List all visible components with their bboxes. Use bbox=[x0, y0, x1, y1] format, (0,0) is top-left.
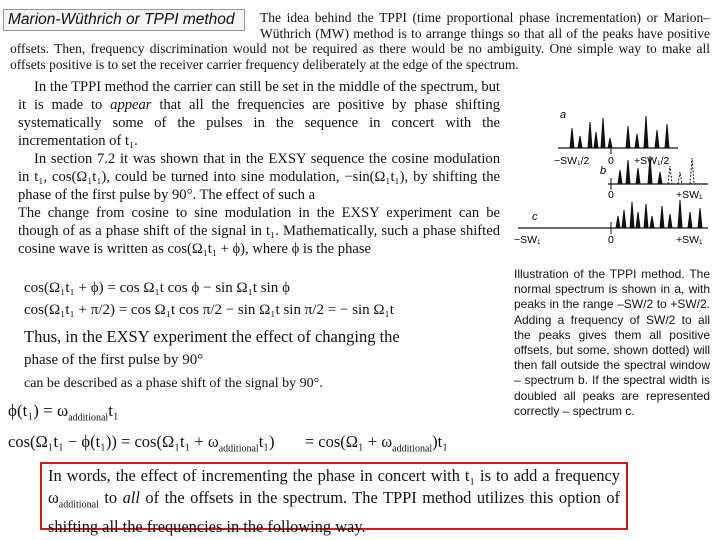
spectrum-c bbox=[518, 200, 708, 234]
label-a-right: +SW₁/2 bbox=[634, 155, 670, 167]
paragraph-phase-shift: The change from cosine to sine modulation in the EXSY experiment can be though of as a phase shift of the signal in t₁. Mathematically, such a phase shifted cosine wave is written as cos(Ω₁t₁ + ϕ), where ϕ is the phase bbox=[18, 205, 500, 257]
paragraph-tppi bbox=[18, 78, 500, 150]
para1-start: In the TPPI method the carrier can still be set in the middle of the spectrum, but it is made to bbox=[18, 79, 500, 113]
eq4-subscript-1: additional bbox=[218, 443, 259, 455]
conclusion-c: of the offsets in the spectrum. The TPPI method utilizes this option of shifting all the frequencies in the following way. bbox=[48, 488, 620, 537]
spectrum-a bbox=[558, 116, 678, 154]
label-a-left: −SW₁/2 bbox=[554, 155, 590, 167]
equation-phase-shift: cos(Ω₁t₁ + ϕ) = cos Ω₁t cos ϕ − sin Ω₁t sin ϕ bbox=[24, 280, 290, 296]
thus-line-3a: can be described as a phase shift of the signal bbox=[24, 376, 279, 391]
spectrum-a-peaks bbox=[570, 116, 669, 148]
eq4-subscript-2: additional bbox=[392, 443, 433, 455]
eq3-subscript: additional bbox=[68, 412, 109, 424]
label-b-mid: 0 bbox=[608, 189, 614, 201]
thus-line-3b: by 90°. bbox=[282, 376, 323, 391]
para1-end: that all the frequencies are positive by phase shifting systematically some of the pulses in the sequence in concert with the incrementation of t₁. bbox=[18, 97, 500, 149]
label-a: a bbox=[560, 109, 567, 121]
eq3-lhs: ϕ(t₁) = ω bbox=[8, 401, 69, 420]
equation-pi-half: cos(Ω₁t₁ + π/2) = cos Ω₁t cos π/2 − sin Ω₁t sin π/2 = − sin Ω₁t bbox=[24, 302, 394, 318]
paragraph-exsy: In section 7.2 it was shown that in the EXSY sequence the cosine modulation in t₁, cos(Ω₁t₁), could be turned into sine modulation, −sin(Ω₁t₁), by shifting the phase of the first pulse by 90°. The effect of such a bbox=[18, 151, 500, 203]
para1-emphasis: appear bbox=[110, 97, 152, 113]
eq4-a: cos(Ω₁t₁ − ϕ(t₁)) = cos(Ω₁t₁ + ω bbox=[8, 432, 219, 451]
label-c-left: −SW₁ bbox=[514, 234, 541, 246]
thus-line-1: Thus, in the EXSY experiment the effect of changing the bbox=[24, 327, 400, 346]
main-text bbox=[18, 78, 500, 258]
slide-title: Marion-Wüthrich or TPPI method bbox=[3, 9, 245, 31]
conclusion-a: In words, the effect of incrementing the phase in concert with t₁ is to add a frequency ω bbox=[48, 466, 620, 507]
label-c-right: +SW₁ bbox=[676, 234, 703, 246]
conclusion-subscript: additional bbox=[58, 499, 99, 511]
eq4-b: t₁) bbox=[258, 432, 275, 451]
intro-text: The idea behind the TPPI (time proportional phase incrementation) or Marion–Wüthrich (MW) method is to arrange things so that all of the peaks have positive offsets. Then, frequency discrimination would not be required as there would be no ambiguity. One simple way to make all offsets positive is to set the receiver carrier frequency deliberately at the edge of the spectrum. bbox=[10, 10, 710, 72]
spectrum-c-peaks bbox=[616, 200, 702, 228]
label-b-right: +SW₁ bbox=[676, 189, 703, 201]
thus-line-3 bbox=[24, 376, 323, 392]
thus-line-2: phase of the first pulse by 90° bbox=[24, 352, 204, 368]
label-b: b bbox=[600, 165, 607, 177]
intro-paragraph bbox=[10, 10, 710, 72]
conclusion-box bbox=[40, 462, 628, 537]
figure-caption bbox=[514, 267, 710, 419]
eq4-d: )t₁ bbox=[432, 432, 449, 451]
label-a-mid: 0 bbox=[608, 155, 614, 167]
caption-text: Illustration of the TPPI method. The normal spectrum is shown in a, with peaks in the range –SW/2 to +SW/2. Adding a frequency of SW/2 to all the peaks gives them all positive offsets, but some, shown dotted) will then fall outside the spectral window – spectrum b. If the spectral width is doubled all peaks are represented correctly – spectrum c. bbox=[514, 267, 710, 418]
eq3-end: t₁ bbox=[108, 401, 119, 420]
conclusion-b: to bbox=[98, 488, 123, 507]
conclusion-emphasis: all bbox=[122, 488, 140, 507]
spectrum-b-folded-peaks bbox=[668, 158, 694, 184]
label-c-mid: 0 bbox=[608, 234, 614, 246]
tppi-spectra-figure bbox=[508, 98, 714, 263]
eq4-c: = cos(Ω₁ + ω bbox=[304, 432, 393, 451]
equation-frequency-shift bbox=[8, 432, 448, 454]
label-c: c bbox=[532, 211, 538, 223]
title-spacer bbox=[10, 10, 260, 26]
equation-phase-time bbox=[8, 401, 119, 423]
